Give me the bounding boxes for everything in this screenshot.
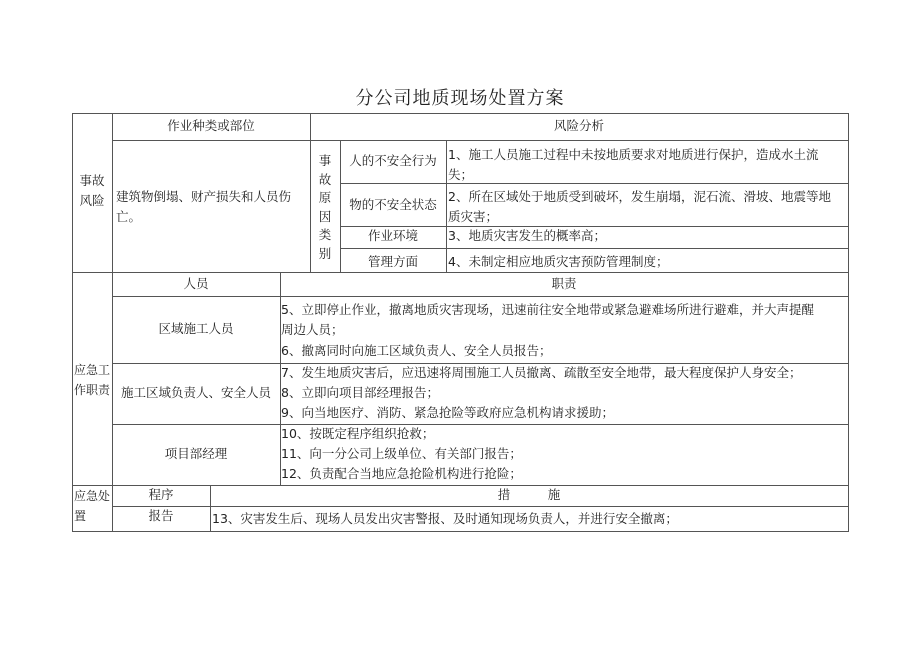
risk-item: 4、未制定相应地质灾害预防管理制度； [448,254,669,269]
risk-category: 物的不安全状态 [349,197,437,212]
column-header-work-type: 作业种类或部位 [167,118,255,133]
page-title: 分公司地质现场处置方案 [355,88,565,109]
risk-item: 1、施工人员施工过程中未按地质要求对地质进行保护，造成水土流 失； [448,147,819,182]
person-role: 项目部经理 [164,446,228,461]
duty-list: 5、立即停止作业，撤离地质灾害现场，迅速前往安全地带或紧急避难场所进行避难，并大声提醒 周边人员； 6、撤离同时向施工区域负责人、安全人员报告； [281,302,814,358]
risk-category: 人的不安全行为 [349,153,437,168]
section-label-procedure: 应急处 置 [74,489,111,523]
duty-list: 10、按既定程序组织抢救； 11、向一分公司上级单位、有关部门报告； 12、负责配合当地应急抢险机构进行抢险； [281,426,522,481]
procedure-measure: 13、灾害发生后、现场人员发出灾害警报、及时通知现场负责人，并进行安全撤离； [212,511,678,526]
column-header-program: 程序 [148,487,174,502]
risk-item: 3、地质灾害发生的概率高； [448,228,606,243]
section-label-duty: 应急工 作职责 [73,363,110,397]
risk-category: 作业环境 [367,228,418,243]
section-label-risk: 事故 风险 [79,173,105,208]
column-header-risk-analysis: 风险分析 [553,118,604,133]
column-header-measure: 措 施 [497,487,561,502]
duty-list: 7、发生地质灾害后，应迅速将周围施工人员撤离、疏散至安全地带，最大程度保护人身安全； 8、立即向项目部经理报告； 9、向当地医疗、消防、紧急抢险等政府应急机构请求援助； [281,365,802,420]
person-role: 区域施工人员 [158,321,234,336]
risk-category: 管理方面 [367,254,418,269]
procedure-step: 报告 [148,508,174,523]
work-type-text: 建筑物倒塌、财产损失和人员伤 亡。 [116,189,292,224]
column-header-person: 人员 [183,276,209,291]
person-role: 施工区域负责人、安全人员 [120,385,271,400]
risk-item: 2、所在区域处于地质受到破坏，发生崩塌，泥石流、滑坡、地震等地 质灾害； [448,189,831,224]
column-header-duty: 职责 [551,276,577,291]
cause-category-label: 事故原因类别 [318,153,332,261]
